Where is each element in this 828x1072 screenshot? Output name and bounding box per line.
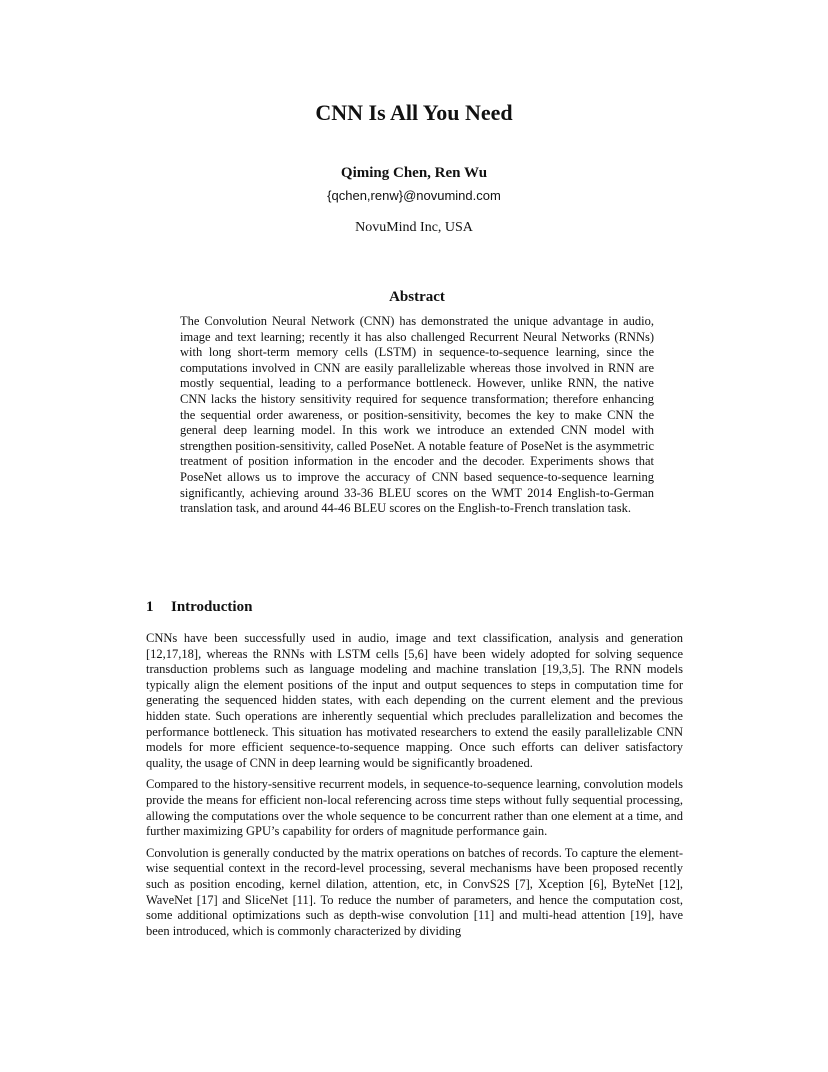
- section-title: Introduction: [171, 599, 253, 615]
- section-number: 1: [146, 599, 154, 615]
- body-paragraph: CNNs have been successfully used in audio, image and text classification, analysis and generation [12,17,18], whereas the RNNs with LSTM cells [5,6] have been widely adopted for solving sequence transduction problems such as language modeling and machine translation [19,3,5]. The RNN models typically align the element positions of the input and output sequences to steps in computation time for generating the sequenced hidden states, with each depending on the current element and the previous hidden state. Such operations are inherently sequential which precludes parallelization and becomes the performance bottleneck. This situation has motivated researchers to extend the easily parallelizable CNN models for more efficient sequence-to-sequence mapping. Once such efforts can deliver satisfactory quality, the usage of CNN in deep learning would be significantly broadened.: [146, 631, 683, 770]
- author-affiliation: NovuMind Inc, USA: [355, 220, 473, 235]
- paper-authors: Qiming Chen, Ren Wu: [340, 165, 488, 181]
- author-email: {qchen,renw}@novumind.com: [327, 188, 501, 203]
- section-heading-introduction: [146, 597, 252, 617]
- body-paragraph: Compared to the history-sensitive recurrent models, in sequence-to-sequence learning, convolution models provide the means for efficient non-local referencing across time steps without fully sequential processing, allowing the computations over the whole sequence to be concurrent rather than one element at a time, and further maximizing GPU’s capability for orders of magnitude performance gain.: [146, 777, 683, 839]
- paper-title: CNN Is All You Need: [315, 100, 513, 125]
- abstract-text: The Convolution Neural Network (CNN) has demonstrated the unique advantage in audio, image and text learning; recently it has also challenged Recurrent Neural Networks (RNNs) with long short-term memory cells (LSTM) in sequence-to-sequence learning, since the computations involved in CNN are easily parallelizable whereas those involved in RNN are mostly sequential, leading to a performance bottleneck. However, unlike RNN, the native CNN lacks the history sensitivity required for sequence transformation; therefore enhancing the sequential order awareness, or position-sensitivity, becomes the key to make CNN the general deep learning model. In this work we introduce an extended CNN model with strengthen position-sensitivity, called PoseNet. A notable feature of PoseNet is the asymmetric treatment of position information in the encoder and the decoder. Experiments shows that PoseNet allows us to improve the accuracy of CNN based sequence-to-sequence learning significantly, achieving around 33-36 BLEU scores on the WMT 2014 English-to-German translation task, and around 44-46 BLEU scores on the English-to-French translation task.: [180, 314, 654, 516]
- body-paragraph: Convolution is generally conducted by the matrix operations on batches of records. To capture the element-wise sequential context in the record-level processing, several mechanisms have been proposed recently such as position encoding, kernel dilation, attention, etc, in ConvS2S [7], Xception [6], ByteNet [12], WaveNet [17] and SliceNet [11]. To reduce the number of parameters, and hence the computation cost, some additional optimizations such as depth-wise convolution [11] and multi-head attention [19], have been introduced, which is commonly characterized by dividing: [146, 845, 683, 938]
- abstract-heading: Abstract: [389, 289, 445, 305]
- introduction-body: [146, 631, 683, 939]
